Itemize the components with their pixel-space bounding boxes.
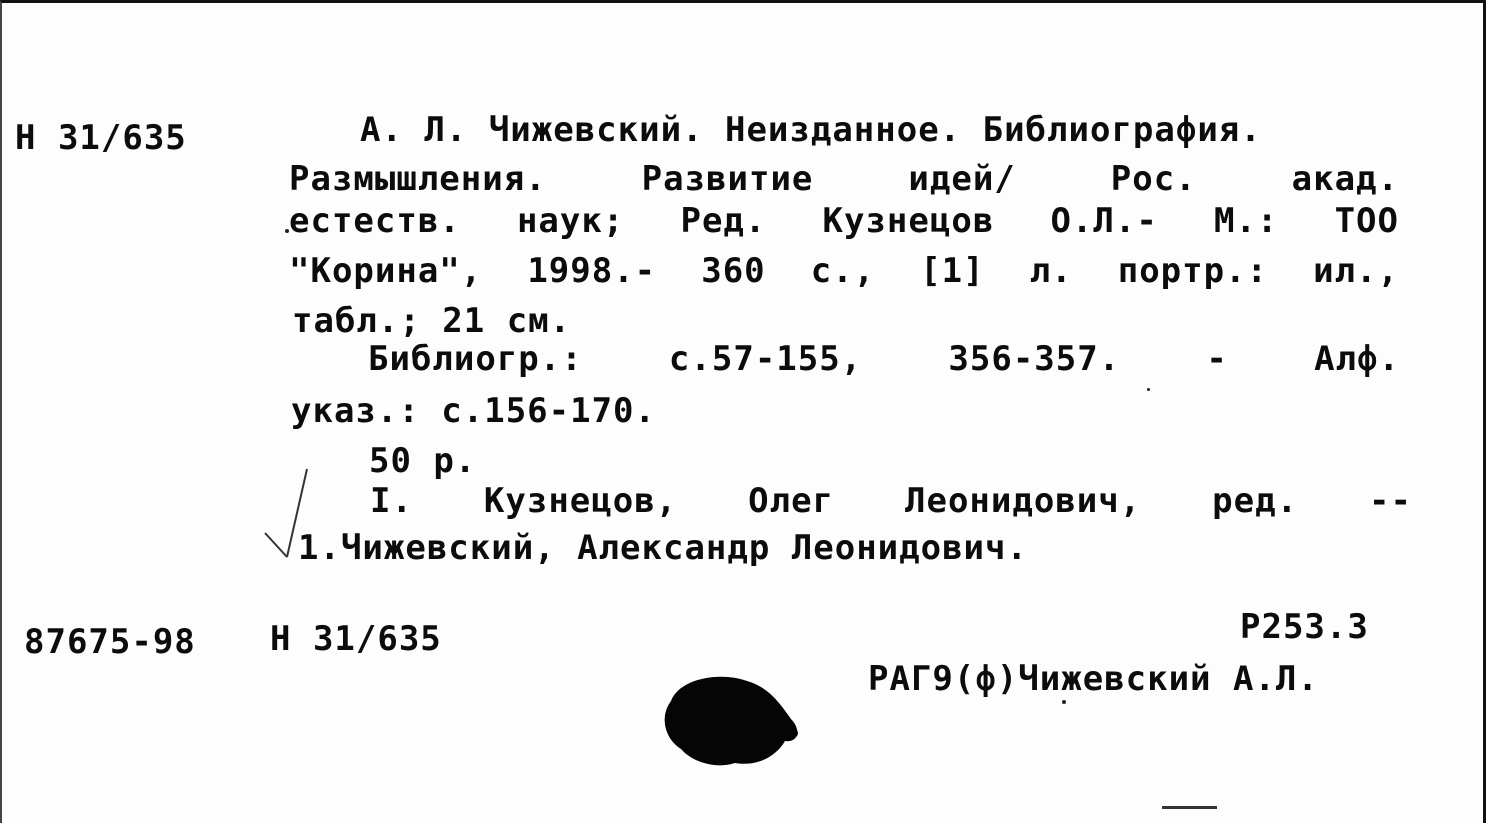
price: 50 р. bbox=[369, 441, 477, 481]
call-number-top: Н 31/635 bbox=[15, 118, 187, 158]
classification-code: Р253.3 bbox=[1240, 607, 1369, 647]
ink-speck bbox=[1062, 700, 1066, 704]
entry-line-5: табл.; 21 см. bbox=[292, 301, 572, 341]
handwritten-check-mark bbox=[257, 461, 317, 561]
notes-line-2: указ.: с.156-170. bbox=[291, 391, 656, 431]
ink-blot bbox=[659, 671, 801, 771]
notes-line-1: Библиогр.: с.57-155, 356-357. - Алф. bbox=[368, 339, 1400, 379]
call-number-bottom: Н 31/635 bbox=[270, 619, 442, 659]
tracing-line-2: 1.Чижевский, Александр Леонидович. bbox=[298, 528, 1028, 568]
entry-line-1: А. Л. Чижевский. Неизданное. Библиография. bbox=[360, 110, 1262, 150]
tracing-line-1: I. Кузнецов, Олег Леонидович, ред. -- bbox=[370, 481, 1412, 521]
subject-index: РАГ9(ф)Чижевский А.Л. bbox=[868, 659, 1319, 699]
ink-speck bbox=[1147, 388, 1150, 391]
inventory-number: 87675-98 bbox=[24, 622, 196, 662]
ink-smudge bbox=[1162, 806, 1217, 809]
ink-speck bbox=[285, 229, 289, 233]
entry-line-2: Размышления. Развитие идей/ Рос. акад. bbox=[289, 159, 1399, 199]
entry-line-4: "Корина", 1998.- 360 с., [1] л. портр.: ил., bbox=[289, 251, 1399, 291]
entry-line-3: естеств. наук; Ред. Кузнецов О.Л.- М.: ТОО bbox=[289, 201, 1399, 241]
